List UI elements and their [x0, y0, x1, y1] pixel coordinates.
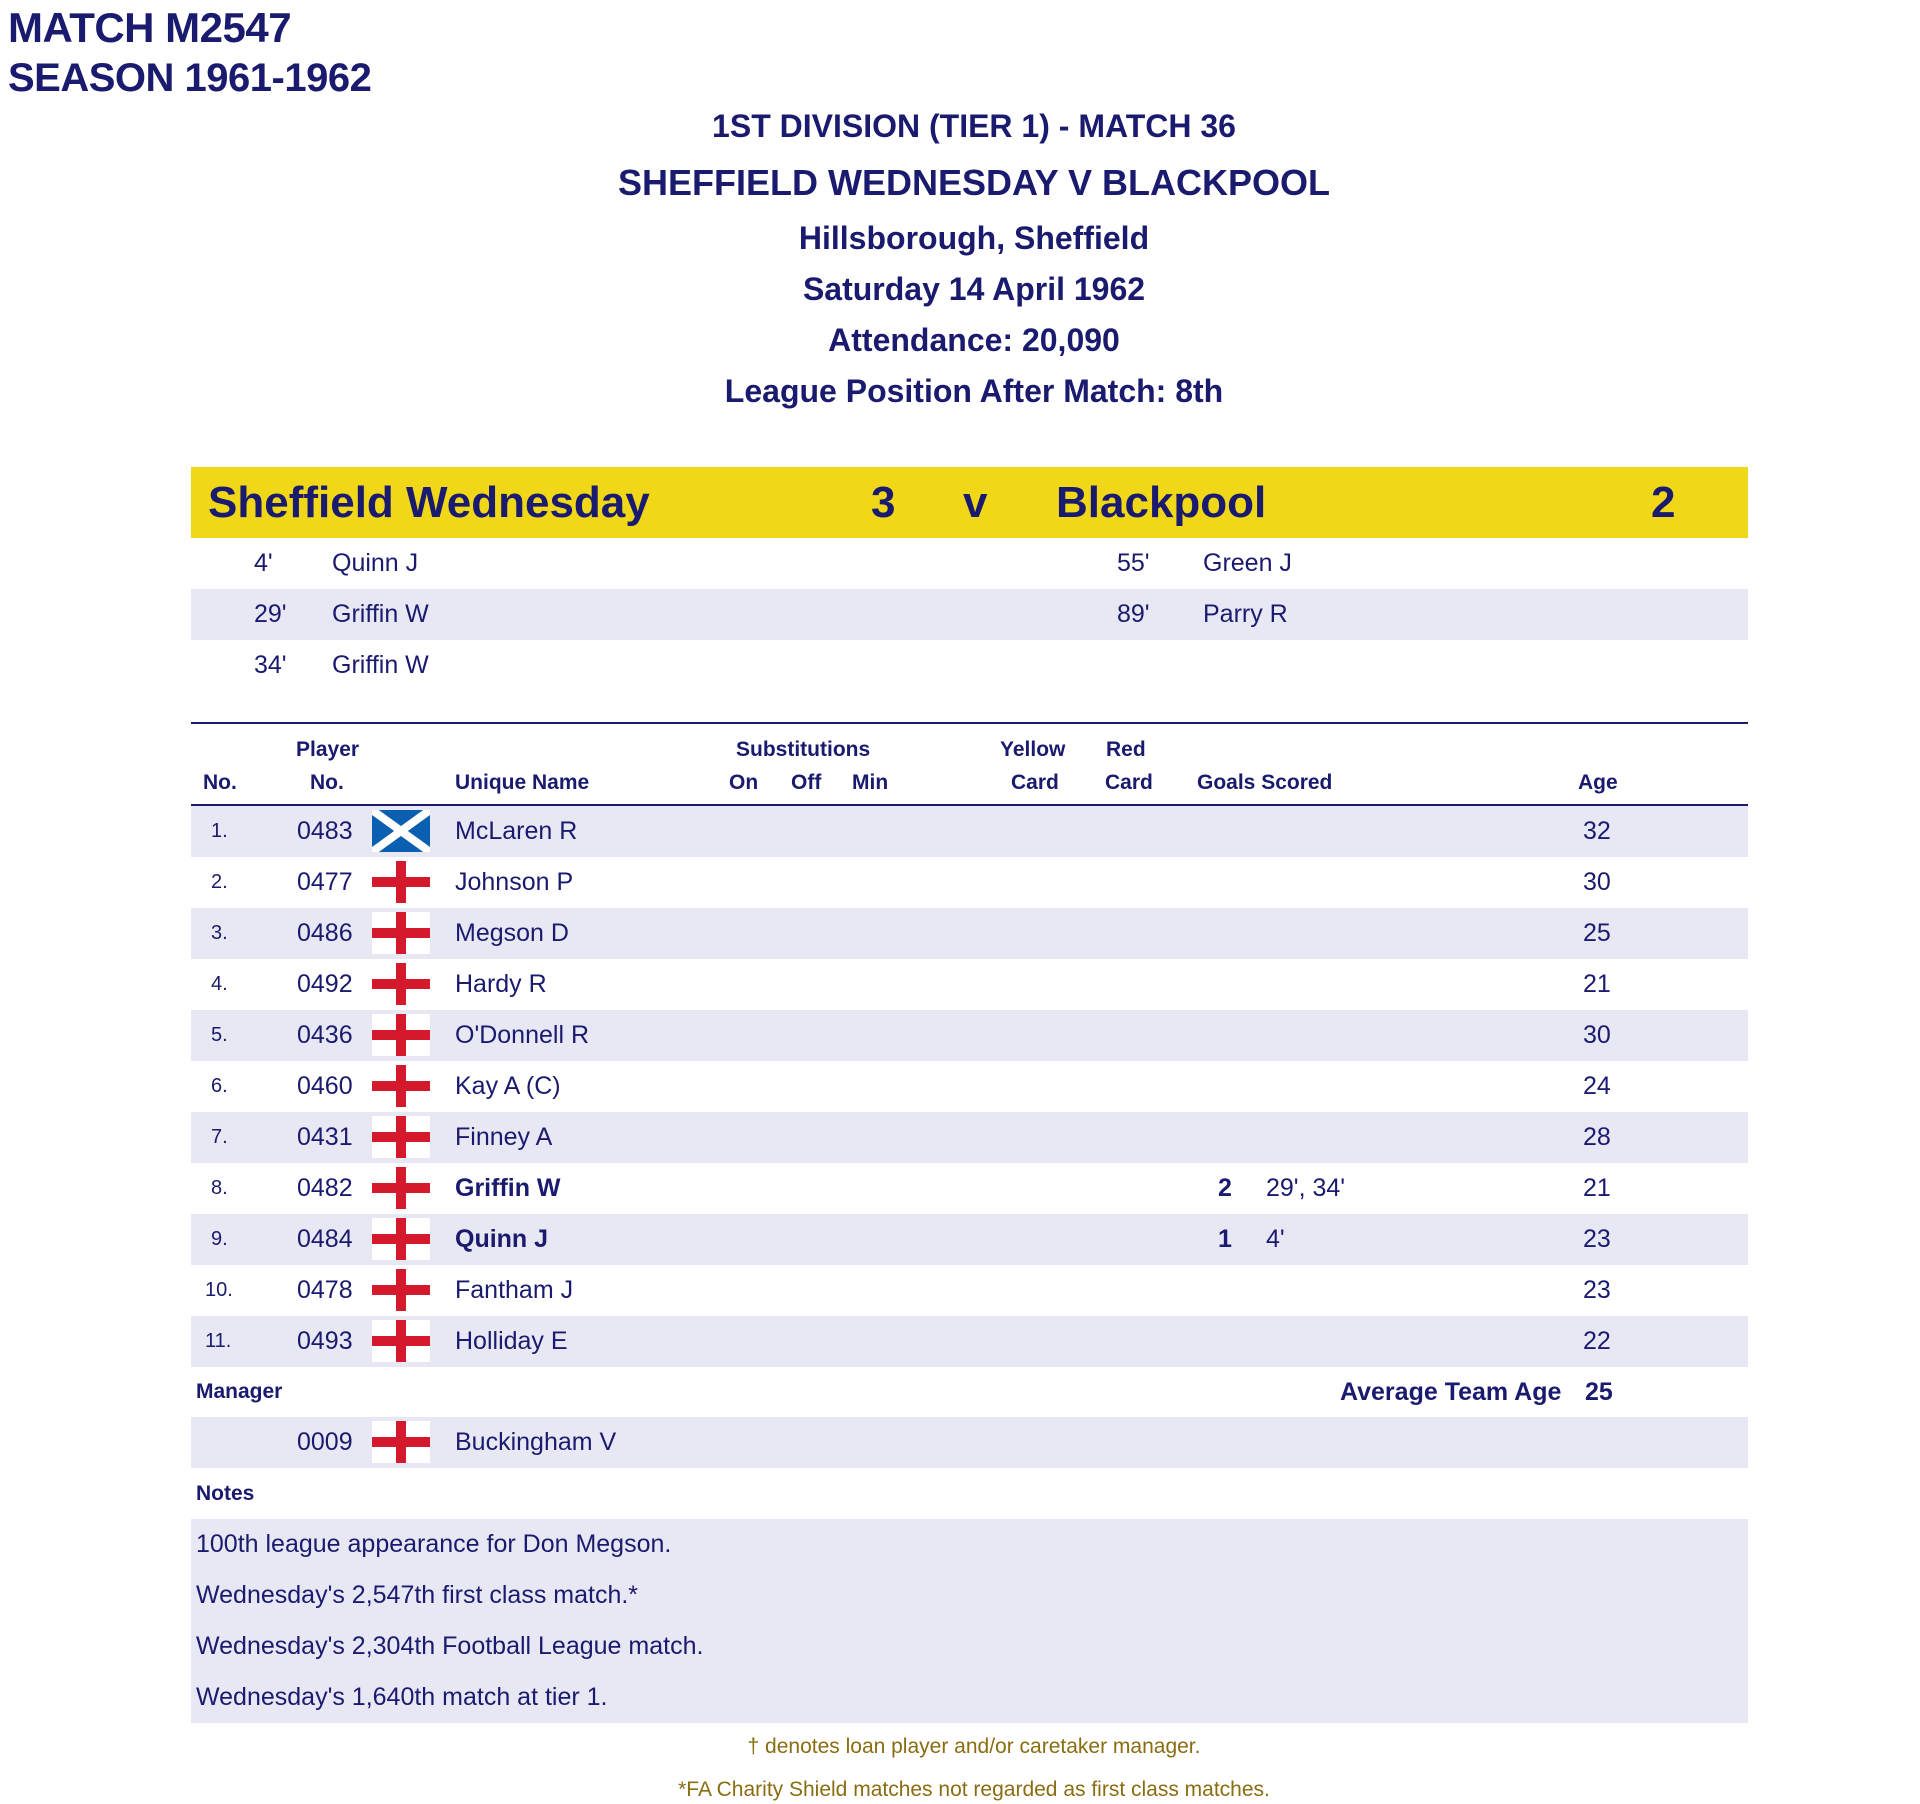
england-flag-icon: [372, 1116, 430, 1158]
player-age: 24: [1583, 1072, 1611, 1100]
home-team: Sheffield Wednesday: [208, 478, 650, 527]
player-age: 28: [1583, 1123, 1611, 1151]
player-index: 7.: [211, 1126, 228, 1148]
goal-row: [191, 538, 1748, 589]
season-title: SEASON 1961-1962: [8, 56, 372, 100]
away-goal-minute: 55': [1117, 549, 1150, 577]
player-name: Finney A: [455, 1123, 553, 1151]
col-header-goals-scored: Goals Scored: [1197, 771, 1333, 794]
player-age: 23: [1583, 1225, 1611, 1253]
away-goal-scorer: Green J: [1203, 549, 1292, 577]
player-index: 11.: [205, 1330, 232, 1352]
player-name: Hardy R: [455, 970, 547, 998]
note-item: Wednesday's 2,304th Football League match.: [196, 1632, 704, 1660]
player-name: Kay A (C): [455, 1072, 561, 1100]
player-index: 5.: [211, 1024, 228, 1046]
player-number: 0484: [297, 1225, 353, 1253]
player-name: Griffin W: [455, 1174, 561, 1202]
player-index: 6.: [211, 1075, 228, 1097]
player-name: Fantham J: [455, 1276, 574, 1304]
col-header-red-card: Card: [1105, 771, 1153, 794]
england-flag-icon: [372, 912, 430, 954]
average-age-label: Average Team Age: [1340, 1378, 1562, 1406]
player-index: 4.: [211, 973, 228, 995]
player-name: McLaren R: [455, 817, 578, 845]
player-number: 0486: [297, 919, 353, 947]
england-flag-icon: [372, 1320, 430, 1362]
col-header-no: No.: [203, 771, 237, 794]
player-index: 1.: [211, 820, 228, 842]
england-flag-icon: [372, 963, 430, 1005]
player-number: 0493: [297, 1327, 353, 1355]
england-flag-icon: [372, 1269, 430, 1311]
player-age: 25: [1583, 919, 1611, 947]
col-header-red: Red: [1106, 738, 1146, 761]
player-name: O'Donnell R: [455, 1021, 589, 1049]
player-index: 9.: [211, 1228, 228, 1250]
home-goal-minute: 29': [254, 600, 287, 628]
col-header-unique-name: Unique Name: [455, 771, 590, 794]
away-goal-scorer: Parry R: [1203, 600, 1288, 628]
player-number: 0492: [297, 970, 353, 998]
player-number: 0477: [297, 868, 353, 896]
score-bar: [191, 467, 1748, 538]
player-name: Megson D: [455, 919, 569, 947]
note-item: Wednesday's 1,640th match at tier 1.: [196, 1683, 608, 1711]
competition-title: 1ST DIVISION (TIER 1) - MATCH 36: [712, 108, 1236, 144]
player-number: 0431: [297, 1123, 353, 1151]
player-index: 8.: [211, 1177, 228, 1199]
home-score: 3: [871, 478, 896, 527]
col-header-player: Player: [296, 738, 360, 761]
col-header-off: Off: [791, 771, 822, 794]
player-goals: 2: [1218, 1174, 1232, 1202]
manager-label: Manager: [196, 1380, 283, 1403]
player-age: 22: [1583, 1327, 1611, 1355]
col-header-age: Age: [1578, 771, 1618, 794]
loan-footnote: † denotes loan player and/or caretaker manager.: [747, 1735, 1201, 1758]
note-item: Wednesday's 2,547th first class match.*: [196, 1581, 639, 1609]
player-index: 3.: [211, 922, 228, 944]
england-flag-icon: [372, 861, 430, 903]
note-item: 100th league appearance for Don Megson.: [196, 1530, 672, 1558]
home-goal-scorer: Griffin W: [332, 600, 429, 628]
england-flag-icon: [372, 1167, 430, 1209]
player-number: 0478: [297, 1276, 353, 1304]
manager-name: Buckingham V: [455, 1428, 617, 1456]
home-goal-scorer: Quinn J: [332, 549, 419, 577]
match-date: Saturday 14 April 1962: [802, 271, 1146, 307]
col-header-yellow: Yellow: [1000, 738, 1066, 761]
versus-label: v: [963, 478, 988, 527]
england-flag-icon: [372, 1421, 430, 1463]
player-goals: 1: [1218, 1225, 1232, 1253]
scotland-flag-icon: [372, 810, 430, 852]
player-age: 32: [1583, 817, 1611, 845]
venue: Hillsborough, Sheffield: [798, 220, 1150, 256]
player-age: 30: [1583, 868, 1611, 896]
notes-label: Notes: [196, 1482, 255, 1505]
away-goal-minute: 89': [1117, 600, 1150, 628]
england-flag-icon: [372, 1065, 430, 1107]
home-goal-minute: 34': [254, 651, 287, 679]
col-header-yellow-card: Card: [1011, 771, 1059, 794]
england-flag-icon: [372, 1218, 430, 1260]
col-header-substitutions: Substitutions: [736, 738, 871, 761]
player-number: 0483: [297, 817, 353, 845]
home-goal-minute: 4': [254, 549, 273, 577]
attendance: Attendance: 20,090: [828, 322, 1120, 358]
player-index: 10.: [205, 1279, 233, 1301]
col-header-player-no: No.: [310, 771, 344, 794]
player-name: Holliday E: [455, 1327, 568, 1355]
player-index: 2.: [211, 871, 228, 893]
table-top-rule: [191, 722, 1748, 724]
match-code: MATCH M2547: [8, 4, 292, 51]
away-score: 2: [1651, 478, 1676, 527]
player-number: 0482: [297, 1174, 353, 1202]
average-age-value: 25: [1585, 1378, 1613, 1406]
player-number: 0460: [297, 1072, 353, 1100]
home-goal-scorer: Griffin W: [332, 651, 429, 679]
player-name: Quinn J: [455, 1225, 549, 1253]
col-header-min: Min: [852, 771, 889, 794]
player-age: 23: [1583, 1276, 1611, 1304]
manager-number: 0009: [297, 1428, 353, 1456]
fixture-title: SHEFFIELD WEDNESDAY V BLACKPOOL: [617, 162, 1331, 203]
player-age: 21: [1583, 970, 1611, 998]
league-position: League Position After Match: 8th: [724, 373, 1224, 409]
player-name: Johnson P: [455, 868, 574, 896]
england-flag-icon: [372, 1014, 430, 1056]
col-header-on: On: [729, 771, 759, 794]
player-goal-times: 4': [1266, 1225, 1285, 1253]
charity-footnote: *FA Charity Shield matches not regarded as first class matches.: [678, 1778, 1270, 1801]
away-team: Blackpool: [1056, 478, 1267, 527]
player-number: 0436: [297, 1021, 353, 1049]
player-age: 21: [1583, 1174, 1611, 1202]
player-age: 30: [1583, 1021, 1611, 1049]
player-goal-times: 29', 34': [1266, 1174, 1346, 1202]
